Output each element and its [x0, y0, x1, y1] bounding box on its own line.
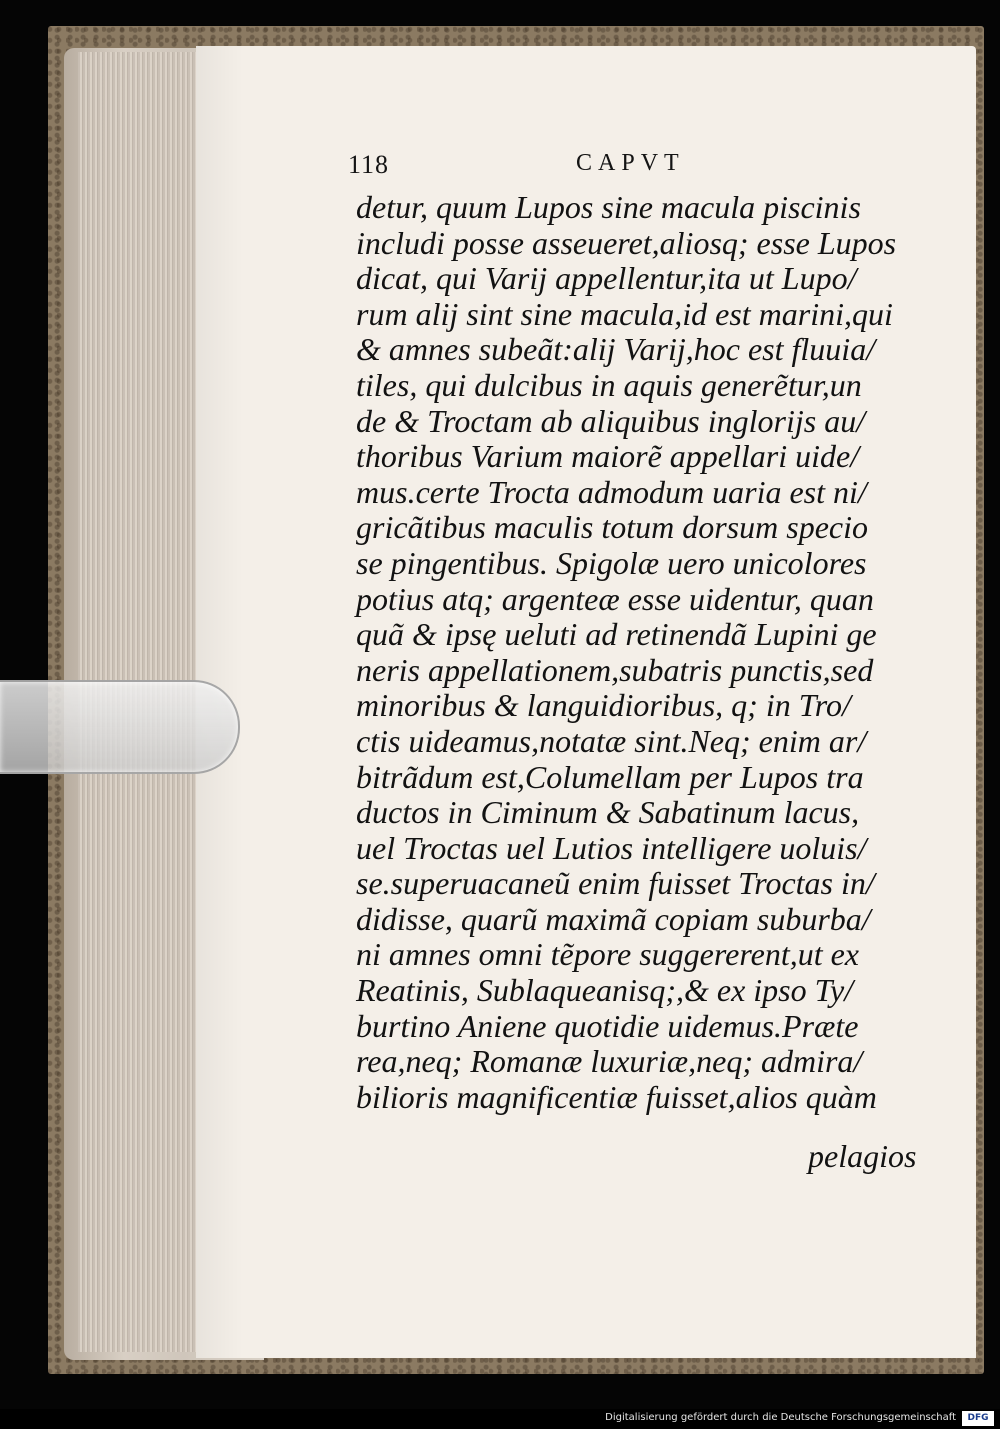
- text-line: burtino Aniene quotidie uidemus.Præte: [356, 1007, 859, 1044]
- text-line: ctis uideamus,notatæ sint.Neq; enim ar/: [356, 722, 867, 759]
- text-line: & amnes subeãt:alij Varij,hoc est fluuia/: [356, 331, 876, 368]
- text-line: thoribus Varium maiorẽ appellari uide/: [356, 438, 860, 475]
- text-line: tiles, qui dulcibus in aquis generẽtur,un: [356, 366, 862, 403]
- catchword: pelagios: [808, 1138, 917, 1174]
- dfg-logo: DFG: [962, 1411, 994, 1426]
- funding-credit: Digitalisierung gefördert durch die Deutsche Forschungsgemeinschaft: [605, 1412, 956, 1423]
- text-line: bitrãdum est,Columellam per Lupos tra: [356, 758, 864, 795]
- text-line: minoribus & languidioribus, q; in Tro/: [356, 687, 851, 724]
- text-line: ductos in Ciminum & Sabatinum lacus,: [356, 794, 860, 831]
- text-line: bilioris magnificentiæ fuisset,alios quàm: [356, 1078, 877, 1115]
- text-line: se pingentibus. Spigolæ uero unicolores: [356, 544, 867, 581]
- page-header: [348, 150, 948, 184]
- text-line: se.superuacaneũ enim fuisset Troctas in/: [356, 865, 875, 902]
- text-block: [356, 190, 956, 1115]
- text-line: neris appellationem,subatris punctis,sed: [356, 651, 874, 688]
- text-line: gricãtibus maculis totum dorsum specio: [356, 509, 868, 546]
- text-line: rum alij sint sine macula,id est marini,qui: [356, 295, 893, 332]
- text-line: dicat, qui Varij appellentur,ita ut Lupo/: [356, 260, 857, 297]
- running-head: CAPVT: [576, 150, 685, 176]
- text-line: Reatinis, Sublaqueanisq;,& ex ipso Ty/: [356, 972, 854, 1009]
- footer-bar: [0, 1409, 1000, 1429]
- page-number: 118: [348, 150, 390, 179]
- text-line: uel Troctas uel Lutios intelligere uoluis/: [356, 829, 867, 866]
- text-line: de & Troctam ab aliquibus inglorijs au/: [356, 402, 866, 439]
- text-line: mus.certe Trocta admodum uaria est ni/: [356, 473, 867, 510]
- page-clip: [0, 680, 240, 774]
- text-line: ni amnes omni tẽpore suggererent,ut ex: [356, 936, 859, 973]
- text-line: includi posse asseueret,aliosq; esse Lupos: [356, 224, 897, 261]
- text-line: quã & ipsę ueluti ad retinendã Lupini ge: [356, 616, 877, 653]
- text-line: potius atq; argenteæ esse uidentur, quan: [356, 580, 874, 617]
- text-line: didisse, quarũ maximã copiam suburba/: [356, 900, 871, 937]
- text-line: detur, quum Lupos sine macula piscinis: [356, 189, 861, 225]
- text-line: rea,neq; Romanæ luxuriæ,neq; admira/: [356, 1043, 863, 1080]
